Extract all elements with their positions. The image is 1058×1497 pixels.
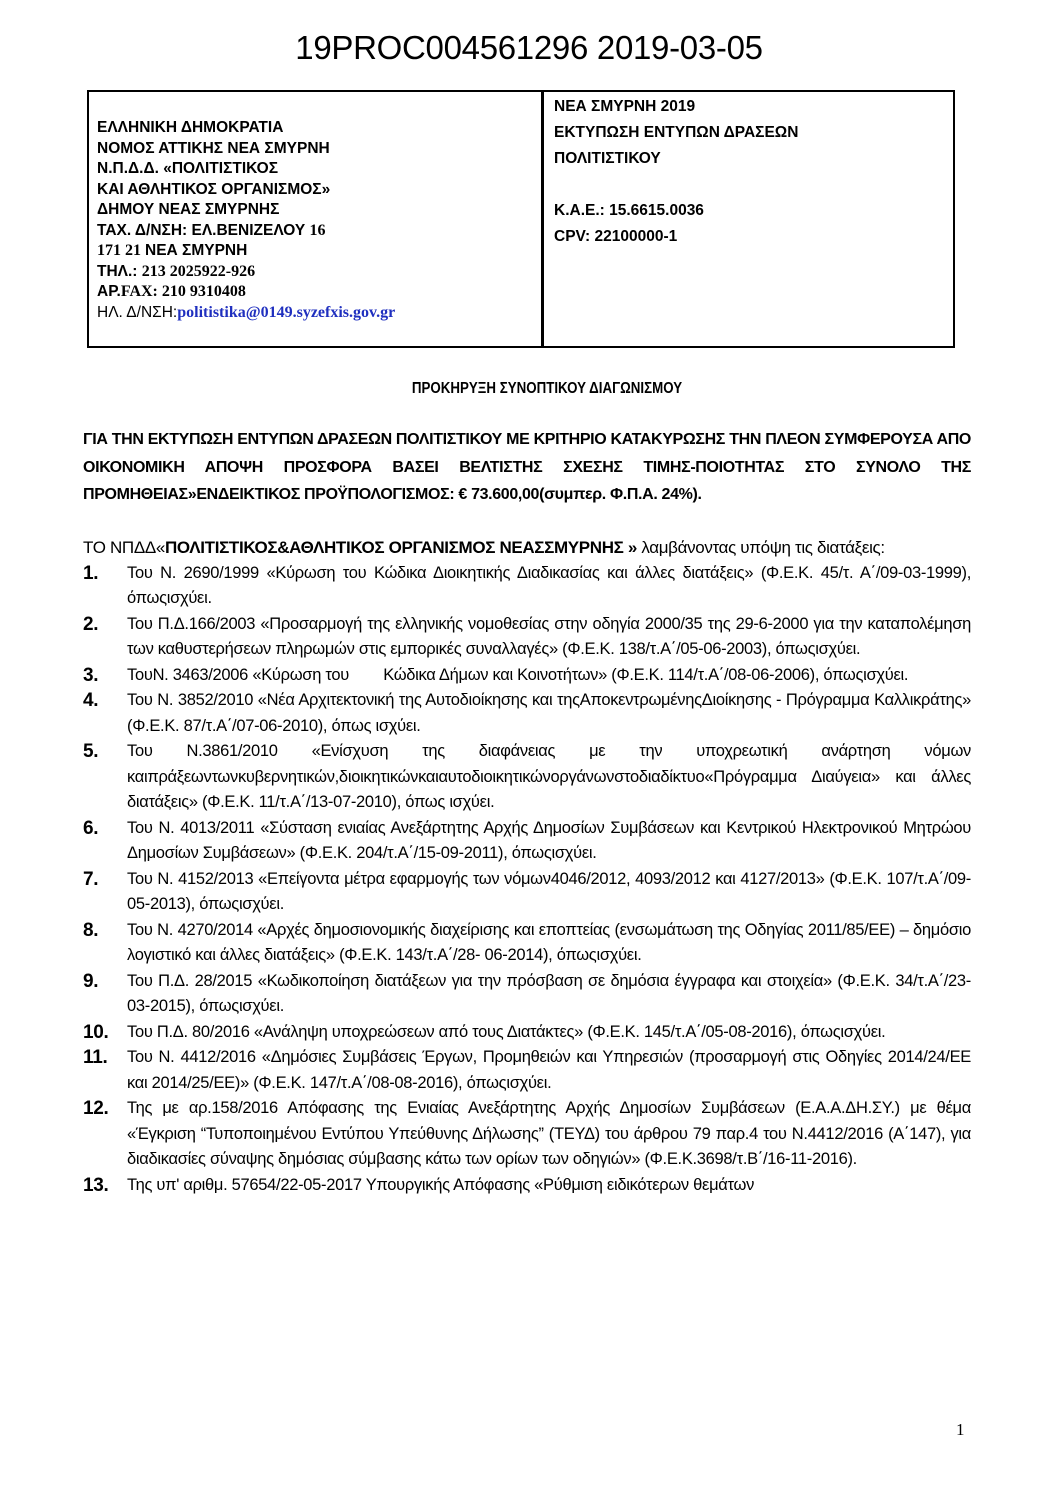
issuer-phone: ΤΗΛ.: 213 2025922-926: [97, 262, 256, 280]
provision-item: 11. Του Ν. 4412/2016 «Δημόσιες Συμβάσεις Έργων, Προμηθειών και Υπηρεσιών (προσαρμογή στις Οδηγίες 2014/24/ΕΕ και 2014/25/ΕΕ)» (Φ.Ε.Κ. 147/τ.Α΄/08-08-2016), όπωςισχύει.: [83, 1047, 971, 1092]
provision-item: 5. Του Ν.3861/2010 «Ενίσχυση της διαφάνειας με την υποχρεωτική ανάρτηση νόμων καιπράξεωντωνκυβερνητικών,διοικητικώνκαιαυτοδιοικητικώνοργάνωνστοδιαδίκτυο«Πρόγραμμα Διαύγεια» και άλλες διατάξεις» (Φ.Ε.Κ. 11/τ.Α΄/13-07-2010), όπως ισχύει.: [83, 741, 971, 811]
issuer-fax: ΑΡ.FAX: 210 9310408: [97, 283, 246, 300]
provisions-list: [83, 561, 971, 1199]
document-body: [83, 378, 971, 1198]
document-id-header: 19PROC004561296 2019-03-05: [295, 29, 763, 66]
email-link[interactable]: politistika@0149.syzefxis.gov.gr: [177, 303, 396, 321]
issuer-line-organization: ΚΑΙ ΑΘΛΗΤΙΚΟΣ ΟΡΓΑΝΙΣΜΟΣ»: [97, 180, 331, 198]
project-line-title: ΕΚΤΥΠΩΣΗ ΕΝΤΥΠΩΝ ΔΡΑΣΕΩΝ: [554, 124, 799, 141]
issuer-line-entity: Ν.Π.Δ.Δ. «ΠΟΛΙΤΙΣΤΙΚΟΣ: [97, 160, 278, 177]
page-number: 1: [956, 1420, 965, 1439]
project-cell: [544, 92, 953, 346]
main-heading: ΓΙΑ ΤΗΝ ΕΚΤΥΠΩΣΗ ΕΝΤΥΠΩΝ ΔΡΑΣΕΩΝ ΠΟΛΙΤΙΣΤΙΚΟΥ ΜΕ ΚΡΙΤΗΡΙΟ ΚΑΤΑΚΥΡΩΣΗΣ ΤΗΝ ΠΛΕΟΝ ΣΥΜΦΕΡΟΥΣΑ ΑΠΟ ΟΙΚΟΝΟΜΙΚΗ ΑΠΟΨΗ ΠΡΟΣΦΟΡΑ ΒΑΣΕΙ ΒΕΛΤΙΣΤΗΣ ΣΧΕΣΗΣ ΤΙΜΗΣ-ΠΟΙΟΤΗΤΑΣ ΣΤΟ ΣΥΝΟΛΟ ΤΗΣ ΠΡΟΜΗΘΕΙΑΣ»ΕΝΔΕΙΚΤΙΚΟΣ ΠΡΟΫΠΟΛΟΓΙΣΜΟΣ: € 73.600,00(συμπερ. Φ.Π.Α. 24%).: [83, 431, 971, 503]
provision-item: 3. ΤουΝ. 3463/2006 «Κύρωση του Κώδικα Δήμων και Κοινοτήτων» (Φ.Ε.Κ. 114/τ.Α΄/08-06-2006), όπωςισχύει.: [83, 664, 909, 686]
provision-item: 8. Του Ν. 4270/2014 «Αρχές δημοσιονομικής διαχείρισης και εποπτείας (ενσωμάτωση της Οδηγίας 2011/85/ΕΕ) – δημόσιο λογιστικό και άλλες διατάξεις» (Φ.Ε.Κ. 143/τ.Α΄/28- 06-2014), όπωςισχύει.: [83, 919, 971, 964]
info-table: [87, 90, 955, 348]
intro-paragraph: ΤΟ ΝΠΔΔ«ΠΟΛΙΤΙΣΤΙΚΟΣ&ΑΘΛΗΤΙΚΟΣ ΟΡΓΑΝΙΣΜΟΣ ΝΕΑΣΣΜΥΡΝΗΣ » λαμβάνοντας υπόψη τις διατάξεις:: [83, 537, 885, 557]
spacer: [554, 172, 953, 198]
issuer-postal: 171 21 ΝΕΑ ΣΜΥΡΝΗ: [97, 242, 248, 259]
provision-item: 13. Της υπ' αριθμ. 57654/22-05-2017 Υπουργικής Απόφασης «Ρύθμιση ειδικότερων θεμάτων: [83, 1174, 755, 1196]
project-cpv: CPV: 22100000-1: [554, 228, 678, 245]
project-line-year: ΝΕΑ ΣΜΥΡΝΗ 2019: [554, 98, 696, 115]
provision-item: 7. Του Ν. 4152/2013 «Επείγοντα μέτρα εφαρμογής των νόμων4046/2012, 4093/2012 και 4127/2013» (Φ.Ε.Κ. 107/τ.Α΄/09-05-2013), όπωςισχύει.: [83, 868, 971, 913]
issuer-line-prefecture: ΝΟΜΟΣ ΑΤΤΙΚΗΣ ΝΕΑ ΣΜΥΡΝΗ: [97, 139, 330, 157]
project-kae: Κ.Α.Ε.: 15.6615.0036: [554, 202, 704, 219]
provision-item: 10. Του Π.Δ. 80/2016 «Ανάληψη υποχρεώσεων από τους Διατάκτες» (Φ.Ε.Κ. 145/τ.Α΄/05-08-2016), όπωςισχύει.: [83, 1021, 886, 1043]
issuer-cell: [89, 92, 544, 346]
provision-item: 9. Του Π.Δ. 28/2015 «Κωδικοποίηση διατάξεων για την πρόσβαση σε δημόσια έγγραφα και στοιχεία» (Φ.Ε.Κ. 34/τ.Α΄/23-03-2015), όπωςισχύει.: [83, 970, 971, 1015]
provision-item: 2. Του Π.Δ.166/2003 «Προσαρμογή της ελληνικής νομοθεσίας στην οδηγία 2000/35 της 29-6-2000 για την καταπολέμηση των καθυστερήσεων πληρωμών στις εμπορικές συναλλαγές» (Φ.Ε.Κ. 138/τ.Α΄/05-06-2003), όπωςισχύει.: [83, 613, 971, 658]
project-line-title-cont: ΠΟΛΙΤΙΣΤΙΚΟΥ: [554, 150, 661, 167]
provision-item: 1. Του Ν. 2690/1999 «Κύρωση του Κώδικα Διοικητικής Διαδικασίας και άλλες διατάξεις» (Φ.Ε.Κ. 45/τ. Α΄/09-03-1999), όπωςισχύει.: [83, 562, 971, 607]
issuer-address: ΤΑΧ. Δ/ΝΣΗ: ΕΛ.ΒΕΝΙΖΕΛΟΥ 16: [97, 221, 326, 239]
provision-item: 12. Της με αρ.158/2016 Απόφασης της Ενιαίας Ανεξάρτητης Αρχής Δημοσίων Συμβάσεων (Ε.Α.Α.ΔΗ.ΣΥ.) με θέμα «Έγκριση “Τυποποιημένου Εντύπου Υπεύθυνης Δήλωσης” (ΤΕΥΔ) του άρθρου 79 παρ.4 του Ν.4412/2016 (Α΄147), για διαδικασίες σύναψης δημόσιας σύμβασης κάτω των ορίων των οδηγιών» (Φ.Ε.Κ.3698/τ.Β΄/16-11-2016).: [83, 1098, 971, 1168]
issuer-line-municipality: ΔΗΜΟΥ ΝΕΑΣ ΣΜΥΡΝΗΣ: [97, 201, 280, 218]
provision-item: 4. Του Ν. 3852/2010 «Νέα Αρχιτεκτονική της Αυτοδιοίκησης και τηςΑποκεντρωμένηςΔιοίκησης - Πρόγραμμα Καλλικράτης» (Φ.Ε.Κ. 87/τ.Α΄/07-06-2010), όπως ισχύει.: [83, 690, 971, 735]
provision-item: 6. Του Ν. 4013/2011 «Σύσταση ενιαίας Ανεξάρτητης Αρχής Δημοσίων Συμβάσεων και Κεντρικού Ηλεκτρονικού Μητρώου Δημοσίων Συμβάσεων» (Φ.Ε.Κ. 204/τ.Α΄/15-09-2011), όπωςισχύει.: [83, 817, 971, 862]
issuer-line-country: ΕΛΛΗΝΙΚΗ ΔΗΜΟΚΡΑΤΙΑ: [97, 119, 284, 136]
issuer-email: ΗΛ. Δ/ΝΣΗ:politistika@0149.syzefxis.gov.gr: [97, 303, 396, 321]
section-title: ΠΡΟΚΗΡΥΞΗ ΣΥΝΟΠΤΙΚΟΥ ΔΙΑΓΩΝΙΣΜΟΥ: [411, 380, 683, 397]
